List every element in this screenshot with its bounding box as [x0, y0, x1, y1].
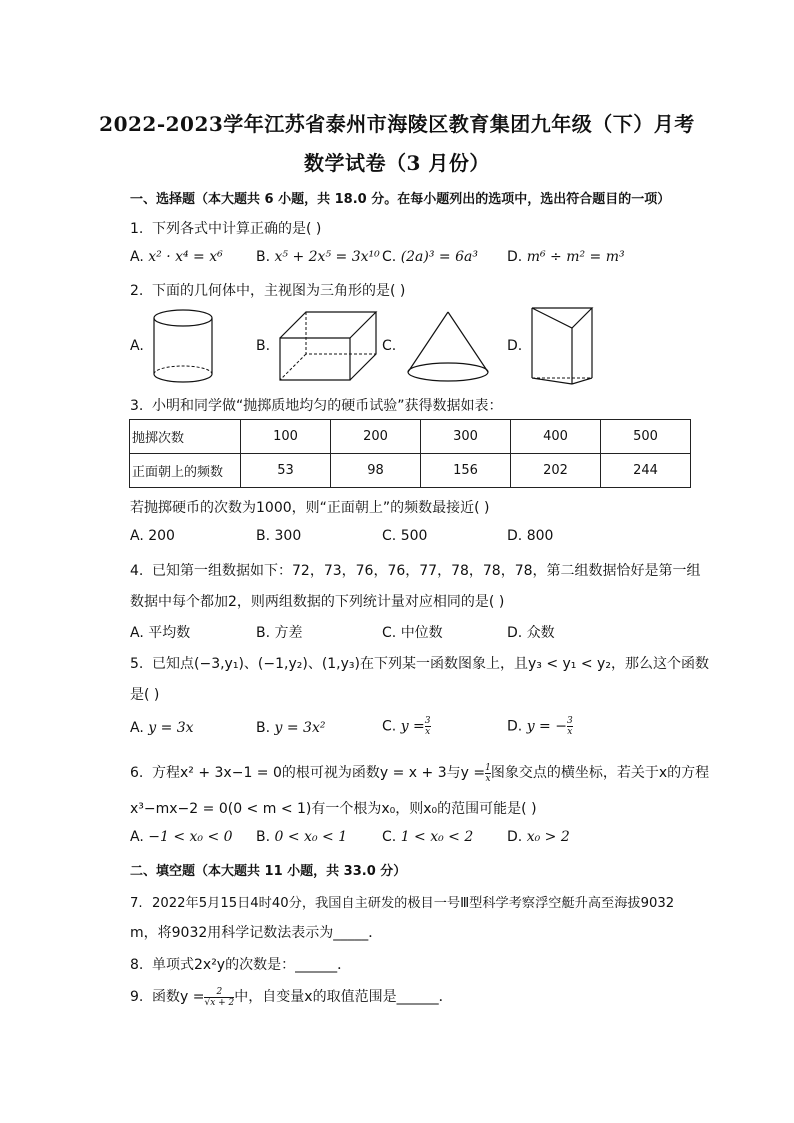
- q1-a-label: A.: [130, 249, 144, 265]
- q9-post: 中，自变量x的取值范围是______．: [234, 989, 453, 1005]
- q5-d-denominator: x: [567, 727, 573, 737]
- q5-c-denominator: x: [425, 727, 431, 737]
- page-title-line1: 2022-2023学年江苏省泰州市海陵区教育集团九年级（下）月考: [99, 112, 695, 136]
- q3-c-label: C.: [382, 528, 397, 544]
- q3-d-label: D.: [507, 528, 523, 544]
- q1-stem: 下列各式中计算正确的是( ): [152, 221, 322, 237]
- q2-stem: 下面的几何体中，主视图为三角形的是( ): [152, 283, 406, 299]
- q6-a-label: A.: [130, 829, 144, 845]
- q4-option-d: [507, 622, 555, 642]
- q3-number: 3.: [130, 398, 144, 414]
- q1-d-text: m⁶ ÷ m² = m³: [526, 249, 625, 265]
- question-2: [130, 280, 405, 300]
- q5-option-a: [130, 720, 194, 736]
- q2-option-c-label: C.: [382, 338, 397, 354]
- q5-option-b: [256, 720, 325, 736]
- table-row-header: 正面朝上的频数: [130, 454, 241, 488]
- q5-line2: 是( ): [130, 687, 160, 703]
- q8-number: 8.: [130, 957, 144, 973]
- table-cell: 98: [331, 454, 421, 488]
- q5-d-text: y = −: [526, 718, 567, 735]
- q1-b-label: B.: [256, 249, 271, 265]
- table-cell: 244: [601, 454, 691, 488]
- q4-line2: 数据中每个都加2，则两组数据的下列统计量对应相同的是( ): [130, 594, 505, 610]
- q4-b-label: B.: [256, 625, 271, 641]
- q6-c-text: 1 < x₀ < 2: [400, 829, 474, 845]
- q7-line2: m，将9032用科学记数法表示为_____．: [130, 925, 383, 941]
- q2-option-d-label: D.: [507, 338, 523, 354]
- q5-option-d: [507, 716, 573, 737]
- q3-option-a: [130, 528, 175, 544]
- q2-option-b-label: B.: [256, 338, 271, 354]
- question-3: [130, 395, 503, 415]
- q3-b-label: B.: [256, 528, 271, 544]
- q5-d-numerator: 3: [566, 716, 573, 726]
- q4-option-b: [256, 622, 303, 642]
- q5-b-label: B.: [256, 720, 271, 736]
- q3-stem: 小明和同学做“抛掷质地均匀的硬币试验”获得数据如表：: [152, 398, 503, 414]
- q1-c-text: (2a)³ = 6a³: [400, 249, 478, 265]
- q4-d-label: D.: [507, 625, 523, 641]
- q7-line1: 2022年5月15日4时40分，我国自主研发的极目一号Ⅲ型科学考察浮空艇升高至海拔9032: [152, 896, 675, 911]
- q1-b-text: x⁵ + 2x⁵ = 3x¹⁰: [274, 249, 380, 265]
- section1-heading: 一、选择题（本大题共 6 小题，共 18.0 分。在每小题列出的选项中，选出符合题目的一项）: [130, 192, 671, 207]
- question-6-line1: [130, 762, 709, 784]
- q6-option-d: [507, 829, 570, 845]
- q5-c-numerator: 3: [424, 716, 431, 726]
- coin-toss-table: [129, 419, 691, 488]
- q6-number: 6.: [130, 765, 144, 781]
- q6-option-b: [256, 829, 347, 845]
- cone-figure: [403, 308, 493, 384]
- q5-a-label: A.: [130, 720, 144, 736]
- q9-number: 9.: [130, 989, 144, 1005]
- cuboid-figure: [276, 308, 380, 384]
- q3-b-text: 300: [274, 528, 302, 544]
- q5-b-text: y = 3x²: [274, 720, 326, 736]
- table-cell: 100: [241, 420, 331, 454]
- table-cell: 53: [241, 454, 331, 488]
- q6-denominator: x: [485, 773, 491, 784]
- q3-c-text: 500: [400, 528, 428, 544]
- q5-number: 5.: [130, 656, 144, 672]
- q1-option-c: [382, 249, 478, 265]
- q5-d-fraction: [567, 716, 573, 737]
- q3-a-text: 200: [148, 528, 175, 544]
- q9-fraction: [204, 987, 234, 1008]
- q5-option-c: [382, 716, 431, 737]
- q5-line1: 已知点(−3,y₁)、(−1,y₂)、(1,y₃)在下列某一函数图象上，且y₃ < y₁ < y₂，那么这个函数: [152, 656, 709, 672]
- table-cell: 400: [511, 420, 601, 454]
- q1-number: 1.: [130, 221, 144, 237]
- q4-number: 4.: [130, 563, 144, 579]
- q9-denominator: √x + 2: [204, 997, 235, 1008]
- question-7-line1: [130, 892, 674, 911]
- q4-b-text: 方差: [274, 625, 303, 641]
- question-1: [130, 218, 321, 238]
- q9-numerator: 2: [216, 986, 223, 997]
- q4-option-c: [382, 622, 443, 642]
- q6-line2: x³−mx−2 = 0(0 < m < 1)有一个根为x₀，则x₀的范围可能是( ): [130, 801, 537, 817]
- q6-numerator: 1: [485, 762, 491, 773]
- table-row: [130, 454, 691, 488]
- q5-d-label: D.: [507, 718, 523, 735]
- question-8: [130, 954, 351, 974]
- q6-d-label: D.: [507, 829, 523, 845]
- q4-option-a: [130, 622, 190, 642]
- q5-a-text: y = 3x: [148, 720, 194, 736]
- q1-d-label: D.: [507, 249, 523, 265]
- q6-option-c: [382, 829, 473, 845]
- q9-pre: 函数y =: [152, 989, 205, 1005]
- question-5-line1: [130, 653, 709, 673]
- q6-b-text: 0 < x₀ < 1: [274, 829, 348, 845]
- q1-option-b: [256, 249, 380, 265]
- q1-option-d: [507, 249, 625, 265]
- q5-c-fraction: [425, 716, 431, 737]
- page-title-line2: 数学试卷（3 月份）: [304, 151, 490, 175]
- q3-option-b: [256, 528, 301, 544]
- q7-number: 7.: [130, 896, 143, 911]
- q4-a-text: 平均数: [148, 625, 191, 641]
- q2-option-a-label: A.: [130, 338, 144, 354]
- q6-option-a: [130, 829, 233, 845]
- table-row-header: 抛掷次数: [130, 420, 241, 454]
- table-row: [130, 420, 691, 454]
- q1-option-a: [130, 249, 223, 265]
- q3-option-d: [507, 528, 553, 544]
- table-cell: 300: [421, 420, 511, 454]
- q4-c-label: C.: [382, 625, 397, 641]
- q6-a-text: −1 < x₀ < 0: [148, 829, 233, 845]
- section2-heading: 二、填空题（本大题共 11 小题，共 33.0 分）: [130, 864, 407, 879]
- q4-d-text: 众数: [526, 625, 555, 641]
- question-9: [130, 986, 453, 1008]
- q4-c-text: 中位数: [400, 625, 443, 641]
- q6-b-label: B.: [256, 829, 271, 845]
- table-cell: 200: [331, 420, 421, 454]
- q6-line1-a: 方程x² + 3x−1 = 0的根可视为函数y = x + 3与y =: [152, 765, 486, 781]
- q5-c-label: C.: [382, 718, 397, 735]
- table-cell: 500: [601, 420, 691, 454]
- triangular-prism-figure: [528, 304, 598, 388]
- q6-c-label: C.: [382, 829, 397, 845]
- q4-line1: 已知第一组数据如下：72，73，76，76，77，78，78，78，第二组数据恰好是第一组: [152, 563, 701, 579]
- q3-a-label: A.: [130, 528, 144, 544]
- q8-text: 单项式2x²y的次数是：______．: [152, 957, 352, 973]
- q3-followup: 若抛掷硬币的次数为1000，则“正面朝上”的频数最接近( ): [130, 500, 490, 516]
- question-4-line1: [130, 560, 701, 580]
- q1-a-text: x² · x⁴ = x⁶: [148, 249, 223, 265]
- table-cell: 202: [511, 454, 601, 488]
- q2-number: 2.: [130, 283, 144, 299]
- q4-a-label: A.: [130, 625, 144, 641]
- cylinder-figure: [150, 306, 216, 386]
- q3-d-text: 800: [526, 528, 554, 544]
- q5-c-text: y =: [400, 718, 425, 735]
- q6-line1-b: 图象交点的横坐标，若关于x的方程: [490, 765, 710, 781]
- q6-d-text: x₀ > 2: [526, 829, 570, 845]
- q1-c-label: C.: [382, 249, 397, 265]
- q3-option-c: [382, 528, 427, 544]
- table-cell: 156: [421, 454, 511, 488]
